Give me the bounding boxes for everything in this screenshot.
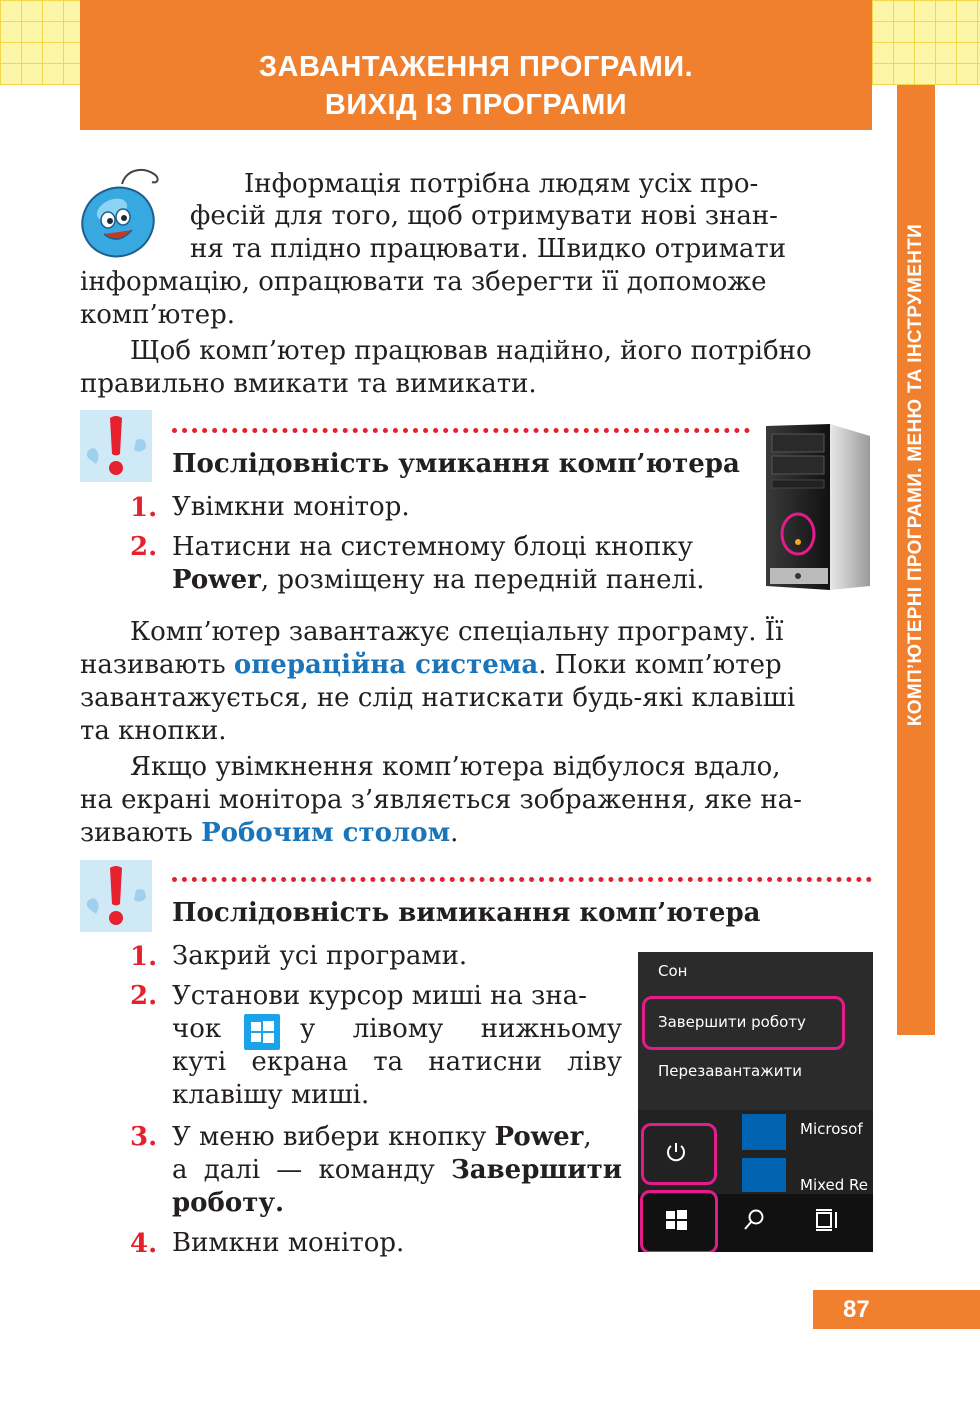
tile-label: Microsof — [800, 1120, 863, 1138]
section-divider — [172, 428, 750, 433]
step-text-line2 — [172, 564, 705, 597]
mouse-mascot-icon — [76, 162, 171, 262]
step2-line-2b: у лівому нижньому — [300, 1014, 622, 1044]
step2-line-2a: чок — [172, 1014, 222, 1044]
exclamation-icon — [80, 410, 152, 482]
text: . — [274, 1188, 285, 1218]
term-desktop: Робочим столом — [201, 818, 451, 848]
shutdown-term: Завершити — [450, 1155, 622, 1185]
menu-item-shutdown[interactable]: Завершити роботу — [658, 1013, 806, 1031]
title-banner — [80, 0, 872, 130]
mixed-reality-tile-icon[interactable] — [742, 1158, 786, 1192]
step-number: 1. — [130, 493, 158, 523]
step2-line-1: Установи курсор миші на зна- — [172, 981, 587, 1011]
power-term: Power — [494, 1122, 584, 1152]
text: У меню вибери кнопку — [172, 1122, 495, 1152]
text: а далі — команду — [172, 1155, 451, 1185]
step-number: 2. — [130, 981, 158, 1011]
step-text-rest: , розміщену на передній панелі. — [260, 565, 705, 595]
text: . — [450, 818, 459, 848]
step-text: Увімкни монітор. — [172, 492, 410, 522]
exclamation-icon — [80, 860, 152, 932]
step3-line-2 — [172, 1154, 622, 1187]
step2-line-4: клавішу миші. — [172, 1080, 370, 1110]
step-text: Натисни на системному блоці кнопку — [172, 532, 693, 562]
step-number: 1. — [130, 942, 158, 972]
desktop-line-1: Якщо увімкнення комп’ютера відбулося вдало, — [130, 752, 781, 782]
os-line-2 — [80, 649, 872, 682]
text: . Поки комп’ютер — [538, 650, 782, 680]
text: зивають — [80, 818, 202, 848]
text: називають — [80, 650, 234, 680]
os-line-4: та кнопки. — [80, 716, 227, 746]
windows-logo-icon — [244, 1014, 280, 1050]
intro-line-4: інформацію, опрацювати та зберегти її допоможе — [80, 267, 767, 297]
step-number: 3. — [130, 1122, 158, 1152]
power-term: Power — [172, 565, 261, 595]
intro-line-3: ня та плідно працювати. Швидко отримати — [190, 234, 787, 264]
windows-logo-icon[interactable] — [664, 1208, 688, 1232]
os-line-3: завантажується, не слід натискати будь-які клавіші — [80, 683, 796, 713]
search-icon[interactable] — [742, 1208, 766, 1232]
chapter-label: КОМП’ЮТЕРНІ ПРОГРАМИ. МЕНЮ ТА ІНСТРУМЕНТИ — [905, 223, 926, 727]
turn-on-heading: Послідовність умикання комп’ютера — [172, 449, 740, 479]
intro-line-2: фесій для того, щоб отримувати нові знан- — [190, 201, 778, 231]
system-unit-image — [760, 418, 876, 594]
para2-line-2: правильно вмикати та вимикати. — [80, 369, 537, 399]
step-number: 4. — [130, 1229, 158, 1259]
chapter-strip-label-wrap — [897, 85, 935, 1035]
page-title-line1: ЗАВАНТАЖЕННЯ ПРОГРАМИ. — [258, 51, 694, 83]
store-tile-icon[interactable] — [742, 1114, 786, 1150]
term-os: операційна система — [233, 650, 539, 680]
section-divider — [172, 877, 872, 882]
shutdown-highlight — [642, 996, 845, 1050]
desktop-line-3 — [80, 817, 872, 850]
power-icon[interactable] — [664, 1140, 688, 1164]
shutdown-term: роботу — [172, 1188, 275, 1218]
desktop-line-2: на екрані монітора з’являється зображення, яке на- — [80, 785, 802, 815]
intro-line-5: комп’ютер. — [80, 300, 236, 330]
para2-line-1: Щоб комп’ютер працював надійно, його потрібно — [130, 336, 812, 366]
os-line-1: Комп’ютер завантажує спеціальну програму. Її — [130, 617, 784, 647]
page-number-tab — [813, 1290, 980, 1329]
step-text: Вимкни монітор. — [172, 1228, 405, 1258]
intro-line-1: Інформація потрібна людям усіх про- — [244, 169, 759, 199]
page-title-line2: ВИХІД ІЗ ПРОГРАМИ — [324, 89, 628, 121]
step3-line-3 — [172, 1187, 284, 1220]
start-menu-screenshot — [638, 952, 873, 1252]
text: , — [583, 1122, 592, 1152]
step3-line-1 — [172, 1121, 622, 1154]
menu-item-sleep[interactable]: Сон — [658, 962, 688, 980]
step2-line-3: куті екрана та натисни ліву — [172, 1047, 622, 1077]
menu-item-restart[interactable]: Перезавантажити — [658, 1062, 802, 1080]
step-number: 2. — [130, 532, 158, 562]
tile-label: Mixed Re — [800, 1176, 869, 1194]
step-text: Закрий усі програми. — [172, 941, 468, 971]
task-view-icon[interactable] — [814, 1208, 840, 1232]
grid-decoration-right — [872, 0, 980, 85]
grid-decoration-left — [0, 0, 80, 85]
turn-off-heading: Послідовність вимикання комп’ютера — [172, 898, 761, 928]
page-number: 87 — [843, 1296, 870, 1323]
